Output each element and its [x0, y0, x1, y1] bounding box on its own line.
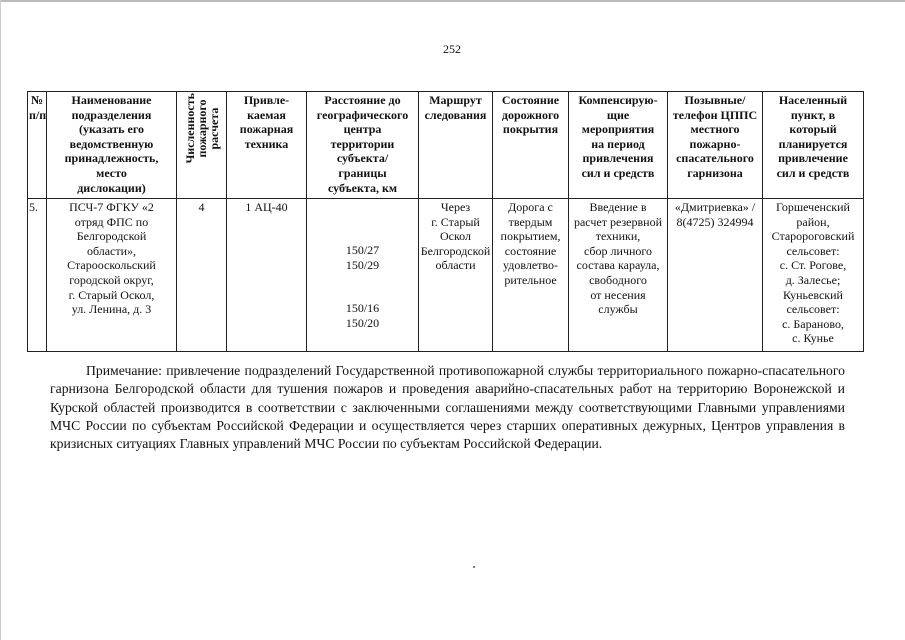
cell-distances	[307, 199, 419, 352]
header-crew-size: Численность пожарного расчета	[177, 92, 227, 199]
distance-value: 150/16	[345, 301, 380, 316]
distance-value: 150/20	[345, 315, 380, 330]
deployment-table	[27, 91, 864, 352]
page-number: 252	[443, 42, 461, 56]
footnote	[50, 362, 845, 453]
header-callsign-phone: Позывные/ телефон ЦППС местного пожарно- спасательного гарнизона	[668, 92, 763, 199]
table-row	[28, 199, 864, 352]
cell-route: Через г. Старый Оскол Белгородской области	[419, 199, 493, 352]
cell-equipment: 1 АЦ-40	[227, 199, 307, 352]
page-top-edge	[0, 0, 905, 2]
table-header-row	[28, 92, 864, 199]
header-unit-name: Наименование подразделения (указать его ведомственную принадлежность, место дислокации)	[47, 92, 177, 199]
header-distance: Расстояние до географического центра территории субъекта/ границы субъекта, км	[307, 92, 419, 199]
header-num: № п/п	[28, 92, 47, 199]
cell-compensating-measures: Введение в расчет резервной техники, сбор личного состава караула, свободного от несения службы	[569, 199, 668, 352]
footnote-text: Примечание: привлечение подразделений Государственной противопожарной службы территориального пожарно-спасательного гарнизона Белгородской области для тушения пожаров и проведения аварийно-спасательных работ на территорию Воронежской и Курской областей производится в соответствии с заключенными соглашениями между соответствующими Главными управлениями МЧС России по субъектам Российской Федерации и осуществляется через старших оперативных дежурных, Центров управления в кризисных ситуациях Главных управлений МЧС России по субъектам Российской Федерации.	[50, 363, 845, 452]
cell-road-condition: Дорога с твердым покрытием, состояние удовлетво- рительное	[493, 199, 569, 352]
cell-num: 5.	[28, 199, 47, 352]
header-route: Маршрут следования	[419, 92, 493, 199]
header-road-condition: Состояние дорожного покрытия	[493, 92, 569, 199]
cell-unit-name: ПСЧ-7 ФГКУ «2 отряд ФПС по Белгородской области», Старооскольский городской округ, г. Старый Оскол, ул. Ленина, д. 3	[47, 199, 177, 352]
cell-callsign-phone: «Дмитриевка» / 8(4725) 324994	[668, 199, 763, 352]
page-left-edge	[0, 0, 1, 640]
header-compensating-measures: Компенсирую- щие мероприятия на период привлечения сил и средств	[569, 92, 668, 199]
cell-crew-size: 4	[177, 199, 227, 352]
header-settlement: Населенный пункт, в который планируется привлечение сил и средств	[763, 92, 864, 199]
distance-value: 150/29	[345, 257, 380, 272]
scan-speck	[473, 566, 475, 568]
cell-settlement: Горшеченский район, Старороговский сельсовет: с. Ст. Рогове, д. Залесье; Куньевский сельсовет: с. Бараново, с. Кунье	[763, 199, 864, 352]
header-equipment: Привле- каемая пожарная техника	[227, 92, 307, 199]
distance-value: 150/27	[345, 243, 380, 257]
